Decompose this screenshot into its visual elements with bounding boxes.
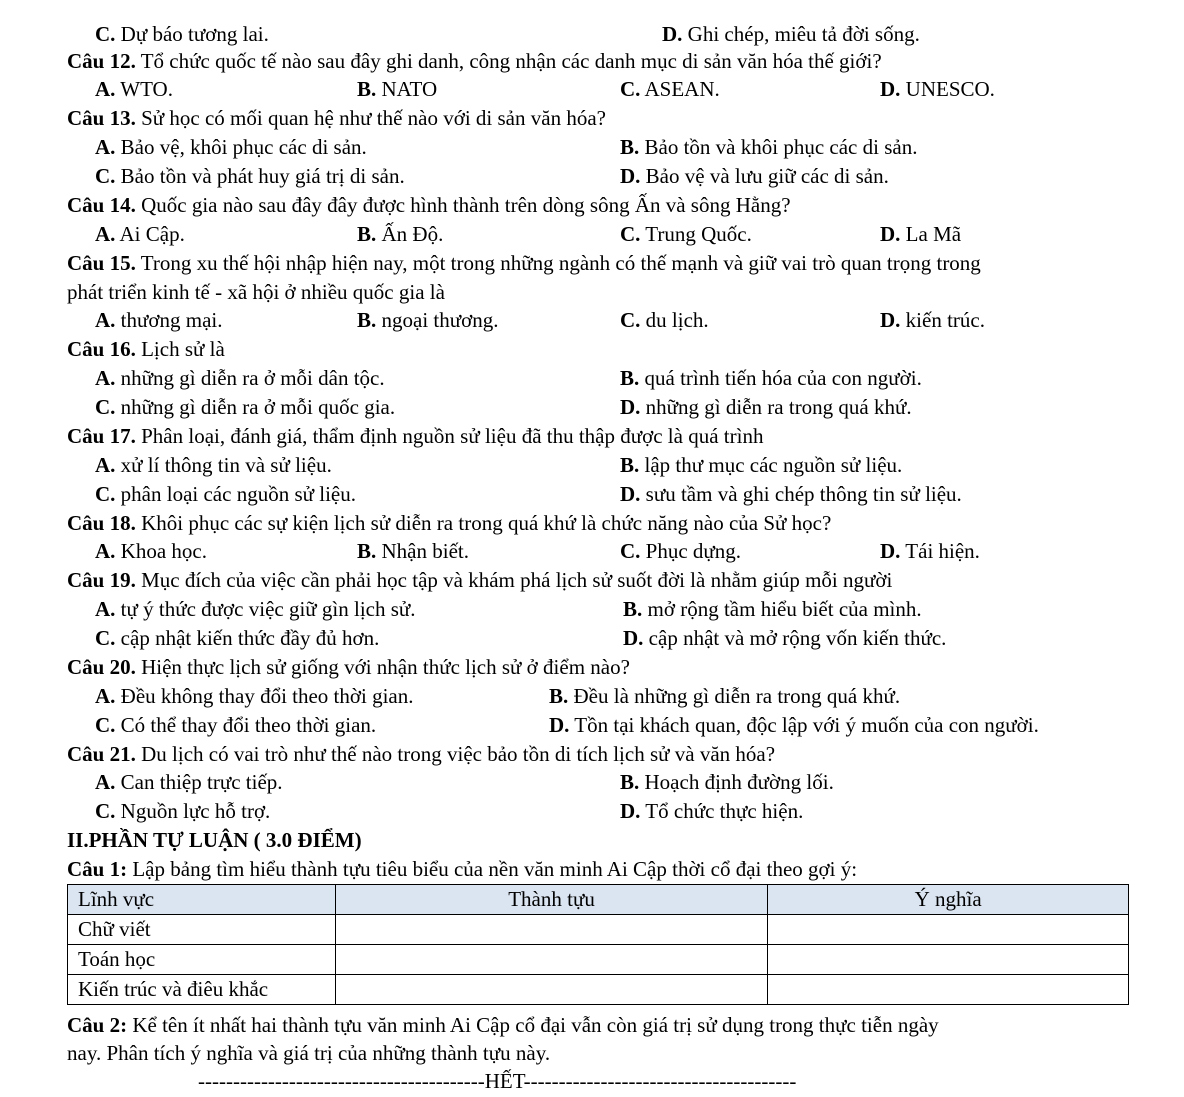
question-12: Câu 12. Tổ chức quốc tế nào sau đây ghi danh, công nhận các danh mục di sản văn hóa thế giới? <box>67 49 882 73</box>
option-a: A. xử lí thông tin và sử liệu. <box>95 453 332 477</box>
option-a: A. tự ý thức được việc giữ gìn lịch sử. <box>95 597 416 621</box>
option-c: C. Có thể thay đổi theo thời gian. <box>95 713 377 737</box>
option-b: B. Nhận biết. <box>357 539 469 563</box>
option-d: D. Bảo vệ và lưu giữ các di sản. <box>620 164 889 188</box>
option-d: D. cập nhật và mở rộng vốn kiến thức. <box>623 626 947 650</box>
table-cell <box>335 975 768 1005</box>
section-heading: II.PHẦN TỰ LUẬN ( 3.0 ĐIỂM) <box>67 828 362 852</box>
essay-question-2-continued: nay. Phân tích ý nghĩa và giá trị của những thành tựu này. <box>67 1041 551 1065</box>
question-15: Câu 15. Trong xu thế hội nhập hiện nay, một trong những ngành có thế mạnh và giữ vai trò quan trọng trong <box>67 251 981 275</box>
option-c: C. du lịch. <box>620 308 709 332</box>
option-b: B. ngoại thương. <box>357 308 499 332</box>
option-b: B. Hoạch định đường lối. <box>620 770 834 794</box>
question-14: Câu 14. Quốc gia nào sau đây đây được hình thành trên dòng sông Ấn và sông Hằng? <box>67 193 791 217</box>
table-cell <box>768 915 1129 945</box>
option-d: D. Tổ chức thực hiện. <box>620 799 804 823</box>
option-c: C. Phục dựng. <box>620 539 742 563</box>
option-d: D. những gì diễn ra trong quá khứ. <box>620 395 912 419</box>
question-15-continued: phát triển kinh tế - xã hội ở nhiều quốc gia là <box>67 280 445 304</box>
table-row <box>68 945 1129 975</box>
end-marker: -----------------------------------------HẾT--------------------------------------- <box>198 1069 797 1093</box>
option-a: A. Đều không thay đổi theo thời gian. <box>95 684 414 708</box>
option-a: A. Can thiệp trực tiếp. <box>95 770 283 794</box>
table-cell: Toán học <box>68 945 336 975</box>
option-c: C. Dự báo tương lai. <box>95 22 269 46</box>
table-cell: Kiến trúc và điêu khắc <box>68 975 336 1005</box>
option-d: D. Tái hiện. <box>880 539 980 563</box>
table-cell: Chữ viết <box>68 915 336 945</box>
question-13: Câu 13. Sử học có mối quan hệ như thế nào với di sản văn hóa? <box>67 106 606 130</box>
question-19: Câu 19. Mục đích của việc cần phải học tập và khám phá lịch sử suốt đời là nhằm giúp mỗi người <box>67 568 893 592</box>
table-cell <box>335 945 768 975</box>
question-20: Câu 20. Hiện thực lịch sử giống với nhận thức lịch sử ở điểm nào? <box>67 655 630 679</box>
option-a: A. Bảo vệ, khôi phục các di sản. <box>95 135 367 159</box>
question-16: Câu 16. Lịch sử là <box>67 337 225 361</box>
option-b: B. Đều là những gì diễn ra trong quá khứ. <box>549 684 901 708</box>
question-21: Câu 21. Du lịch có vai trò như thế nào trong việc bảo tồn di tích lịch sử và văn hóa? <box>67 742 776 766</box>
option-c: C. cập nhật kiến thức đầy đủ hơn. <box>95 626 380 650</box>
option-a: A. thương mại. <box>95 308 223 332</box>
option-b: B. lập thư mục các nguồn sử liệu. <box>620 453 903 477</box>
option-d: D. Ghi chép, miêu tả đời sống. <box>662 22 920 46</box>
option-c: C. Nguồn lực hỗ trợ. <box>95 799 271 823</box>
question-18: Câu 18. Khôi phục các sự kiện lịch sử diễn ra trong quá khứ là chức năng nào của Sử học? <box>67 511 832 535</box>
option-b: B. Ấn Độ. <box>357 222 444 246</box>
question-17: Câu 17. Phân loại, đánh giá, thẩm định nguồn sử liệu đã thu thập được là quá trình <box>67 424 764 448</box>
option-b: B. NATO <box>357 77 438 101</box>
option-c: C. Trung Quốc. <box>620 222 752 246</box>
option-d: D. kiến trúc. <box>880 308 985 332</box>
column-header: Thành tựu <box>335 885 768 915</box>
column-header: Ý nghĩa <box>768 885 1129 915</box>
table-cell <box>335 915 768 945</box>
option-a: A. Ai Cập. <box>95 222 185 246</box>
option-d: D. sưu tầm và ghi chép thông tin sử liệu. <box>620 482 962 506</box>
table-row <box>68 975 1129 1005</box>
essay-question-1: Câu 1: Lập bảng tìm hiểu thành tựu tiêu biểu của nền văn minh Ai Cập thời cổ đại theo gợi ý: <box>67 857 858 881</box>
option-c: C. phân loại các nguồn sử liệu. <box>95 482 356 506</box>
option-c: C. những gì diễn ra ở mỗi quốc gia. <box>95 395 396 419</box>
column-header: Lĩnh vực <box>68 885 336 915</box>
option-a: A. Khoa học. <box>95 539 207 563</box>
option-a: A. những gì diễn ra ở mỗi dân tộc. <box>95 366 385 390</box>
option-b: B. quá trình tiến hóa của con người. <box>620 366 922 390</box>
option-c: C. ASEAN. <box>620 77 720 101</box>
option-c: C. Bảo tồn và phát huy giá trị di sản. <box>95 164 405 188</box>
option-d: D. UNESCO. <box>880 77 995 101</box>
option-d: D. La Mã <box>880 222 962 246</box>
achievements-table <box>67 884 1129 1005</box>
table-cell <box>768 975 1129 1005</box>
essay-question-2: Câu 2: Kể tên ít nhất hai thành tựu văn minh Ai Cập cổ đại vẫn còn giá trị sử dụng trong thực tiễn ngày <box>67 1013 939 1037</box>
option-a: A. WTO. <box>95 77 173 101</box>
option-b: B. Bảo tồn và khôi phục các di sản. <box>620 135 918 159</box>
option-d: D. Tồn tại khách quan, độc lập với ý muốn của con người. <box>549 713 1039 737</box>
table-cell <box>768 945 1129 975</box>
table-header-row <box>68 885 1129 915</box>
option-b: B. mở rộng tầm hiểu biết của mình. <box>623 597 922 621</box>
table-row <box>68 915 1129 945</box>
